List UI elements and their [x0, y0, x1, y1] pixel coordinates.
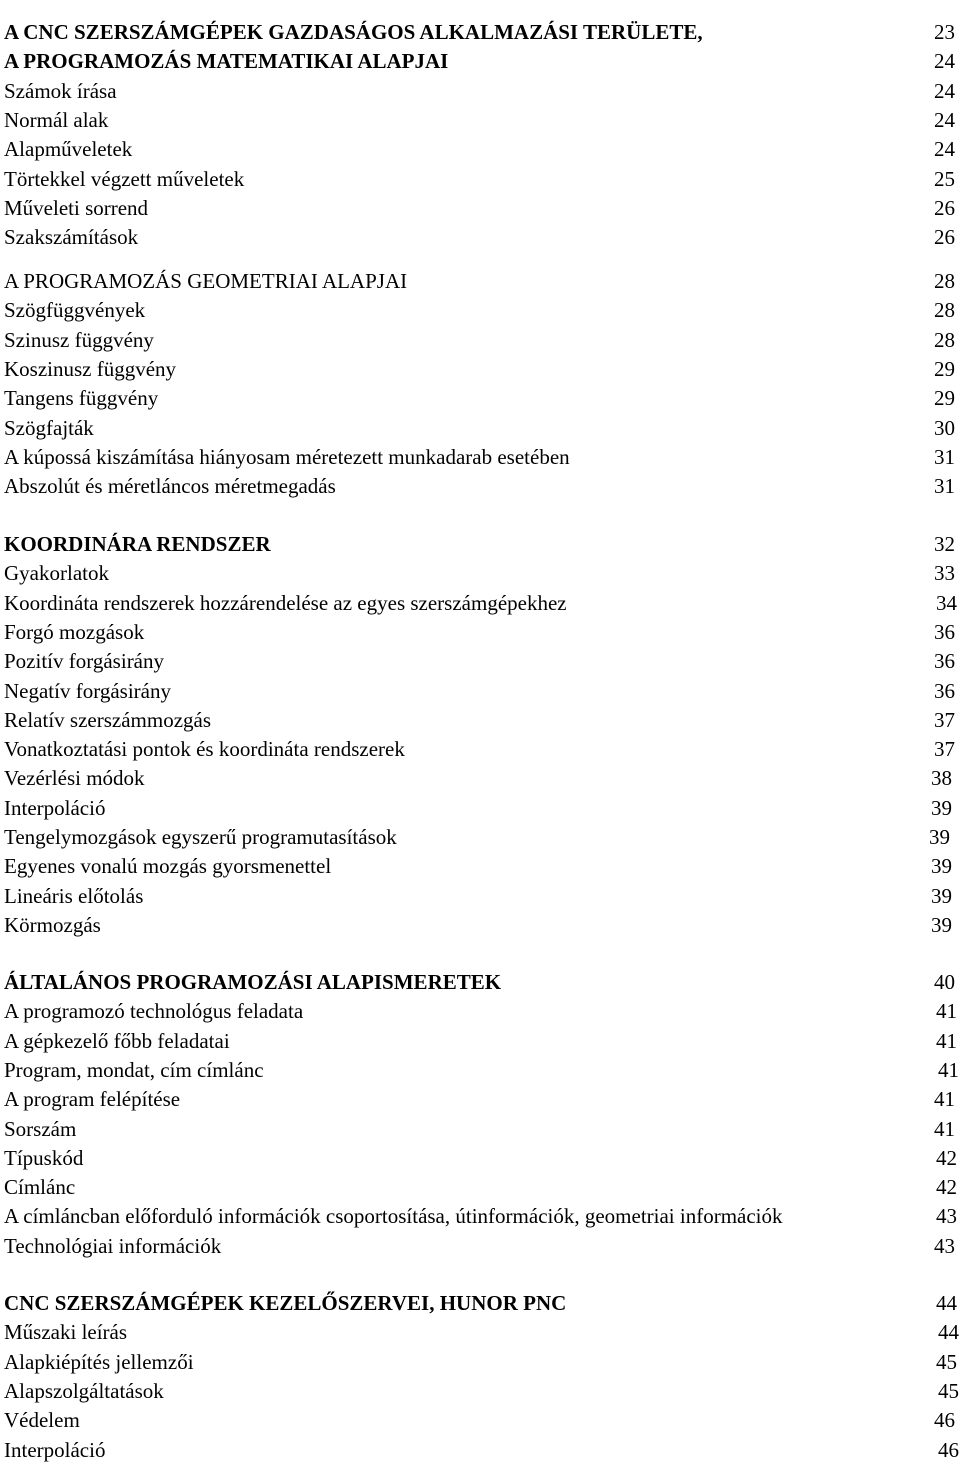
toc-entry-title: Pozitív forgásirány [4, 649, 165, 674]
toc-entry-title: KOORDINÁRA RENDSZER [4, 532, 271, 556]
toc-page-number: 23 [934, 20, 955, 44]
toc-entry [0, 1027, 960, 1056]
toc-entry [0, 997, 960, 1026]
toc-entry [0, 355, 960, 384]
toc-entry-title: Tengelymozgások egyszerű programutasítások [4, 825, 397, 849]
toc-entry [0, 1056, 960, 1085]
toc-page-number: 45 [936, 1349, 957, 1374]
toc-entry [0, 1377, 960, 1406]
toc-page-number: 39 [931, 854, 952, 879]
toc-entry [0, 1202, 960, 1231]
toc-entry [0, 764, 960, 793]
toc-entry-title: A gépkezelő főbb feladatai [4, 1028, 230, 1053]
toc-entry [0, 296, 960, 325]
toc-entry [0, 1085, 960, 1114]
toc-entry [0, 559, 960, 588]
toc-page-number: 41 [938, 1057, 959, 1082]
toc-entry [0, 1173, 960, 1202]
toc-entry-title: A program felépítése [4, 1087, 181, 1112]
toc-entry-title: Alapkiépítés jellemzői [4, 1349, 194, 1374]
toc-page-number: 41 [936, 1028, 957, 1053]
toc-page-number: 26 [934, 225, 955, 250]
toc-heading [0, 47, 960, 76]
toc-entry [0, 882, 960, 911]
toc-entry-title: Szinusz függvény [4, 327, 154, 352]
toc-entry-title: Egyenes vonalú mozgás gyorsmenettel [4, 854, 332, 879]
toc-heading [0, 267, 960, 296]
toc-page-number: 24 [934, 107, 955, 132]
toc-entry-title: Technológiai információk [4, 1233, 222, 1258]
toc-entry-title: Műveleti sorrend [4, 195, 149, 220]
toc-entry-title: Vonatkoztatási pontok és koordináta rendszerek [4, 737, 405, 762]
toc-entry-title: Abszolút és méretláncos méretmegadás [4, 474, 336, 499]
toc-page-number: 41 [936, 999, 957, 1024]
toc-entry-title: Szögfajták [4, 415, 94, 440]
toc-page-number: 24 [934, 49, 955, 74]
toc-entry [0, 647, 960, 676]
toc-entry-title: Vezérlési módok [4, 766, 145, 791]
toc-entry [0, 618, 960, 647]
toc-page-number: 41 [934, 1087, 955, 1112]
toc-entry [0, 326, 960, 355]
toc-page-number: 44 [936, 1291, 957, 1315]
toc-entry [0, 1406, 960, 1435]
toc-entry-title: Alapszolgáltatások [4, 1378, 164, 1403]
toc-entry-title: Normál alak [4, 107, 109, 132]
toc-page-number: 28 [934, 298, 955, 323]
toc-entry-title: A PROGRAMOZÁS MATEMATIKAI ALAPJAI [4, 49, 449, 74]
toc-entry [0, 384, 960, 413]
toc-entry-title: Interpoláció [4, 795, 106, 820]
toc-heading [0, 530, 960, 559]
toc-entry-title: A CNC SZERSZÁMGÉPEK GAZDASÁGOS ALKALMAZÁSI TERÜLETE, [4, 20, 703, 44]
toc-entry [0, 1318, 960, 1347]
toc-entry-title: Negatív forgásirány [4, 678, 171, 703]
toc-entry [0, 852, 960, 881]
toc-entry [0, 1115, 960, 1144]
toc-entry-title: Interpoláció [4, 1437, 106, 1462]
toc-page-number: 26 [934, 195, 955, 220]
toc-page-number: 37 [934, 737, 955, 762]
toc-page-number: 30 [934, 415, 955, 440]
toc-entry [0, 1348, 960, 1377]
toc-entry [0, 223, 960, 252]
toc-page-number: 28 [934, 327, 955, 352]
toc-entry [0, 1436, 960, 1465]
toc-page-number: 24 [934, 78, 955, 103]
toc-entry [0, 1232, 960, 1261]
toc-page-number: 41 [934, 1116, 955, 1141]
toc-page-number: 42 [936, 1145, 957, 1170]
toc-entry-title: ÁLTALÁNOS PROGRAMOZÁSI ALAPISMERETEK [4, 970, 502, 994]
toc-page-number: 24 [934, 137, 955, 162]
toc-entry-title: A kúpossá kiszámítása hiányosam méretezett munkadarab esetében [4, 444, 570, 469]
toc-heading [0, 968, 960, 997]
toc-entry [0, 706, 960, 735]
toc-heading [0, 18, 960, 47]
toc-entry [0, 735, 960, 764]
toc-entry [0, 414, 960, 443]
toc-entry [0, 794, 960, 823]
toc-entry-title: A programozó technológus feladata [4, 999, 304, 1024]
toc-entry-title: Relatív szerszámmozgás [4, 707, 212, 732]
toc-page-number: 39 [931, 795, 952, 820]
toc-page-number: 46 [934, 1408, 955, 1433]
toc-entry [0, 443, 960, 472]
toc-entry-title: Szakszámítások [4, 225, 139, 250]
toc-page-number: 39 [931, 883, 952, 908]
toc-page-number: 39 [931, 912, 952, 937]
toc-heading [0, 1289, 960, 1318]
toc-entry [0, 77, 960, 106]
toc-entry [0, 106, 960, 135]
toc-entry [0, 677, 960, 706]
toc-entry [0, 135, 960, 164]
toc-entry-title: Tangens függvény [4, 386, 159, 411]
toc-entry-title: CNC SZERSZÁMGÉPEK KEZELŐSZERVEI, HUNOR PNC [4, 1291, 567, 1315]
toc-entry-title: Sorszám [4, 1116, 77, 1141]
toc-page-number: 36 [934, 678, 955, 703]
toc-entry [0, 1144, 960, 1173]
toc-page-number: 39 [929, 825, 950, 849]
toc-page-number: 29 [934, 386, 955, 411]
toc-entry [0, 472, 960, 501]
toc-entry-title: Védelem [4, 1408, 80, 1433]
toc-entry-title: Típuskód [4, 1145, 84, 1170]
toc-entry-title: Szögfüggvények [4, 298, 146, 323]
toc-page-number: 34 [936, 590, 957, 615]
toc-entry-title: Műszaki leírás [4, 1320, 128, 1345]
toc-page-number: 25 [934, 166, 955, 191]
toc-entry-title: Törtekkel végzett műveletek [4, 166, 245, 191]
toc-page-number: 33 [934, 561, 955, 586]
toc-entry [0, 823, 960, 852]
toc-page-number: 29 [934, 356, 955, 381]
toc-page-number: 44 [938, 1320, 959, 1345]
toc-page-number: 31 [934, 444, 955, 469]
toc-page-number: 46 [938, 1437, 959, 1462]
toc-page-number: 40 [934, 970, 955, 994]
toc-page-number: 32 [934, 532, 955, 556]
toc-page-number: 37 [934, 707, 955, 732]
toc-entry-title: Gyakorlatok [4, 561, 109, 586]
toc-page-number: 45 [938, 1378, 959, 1403]
toc-entry-title: Program, mondat, cím címlánc [4, 1057, 264, 1082]
toc-entry [0, 165, 960, 194]
toc-entry [0, 589, 960, 618]
toc-page-number: 42 [936, 1175, 957, 1200]
toc-entry-title: Címlánc [4, 1175, 76, 1200]
toc-entry [0, 194, 960, 223]
toc-entry-title: A címláncban előforduló információk csoportosítása, útinformációk, geometriai információk [4, 1204, 783, 1229]
toc-page-number: 43 [936, 1204, 957, 1229]
toc-entry [0, 911, 960, 940]
toc-page-number: 36 [934, 619, 955, 644]
toc-entry-title: Forgó mozgások [4, 619, 145, 644]
toc-entry-title: Koordináta rendszerek hozzárendelése az egyes szerszámgépekhez [4, 590, 567, 615]
toc-entry-title: Koszinusz függvény [4, 356, 177, 381]
toc-entry-title: Számok írása [4, 78, 117, 103]
toc-page-number: 36 [934, 649, 955, 674]
toc-page-number: 38 [931, 766, 952, 791]
toc-page-number: 43 [934, 1233, 955, 1258]
toc-entry-title: Lineáris előtolás [4, 883, 144, 908]
toc-entry-title: Körmozgás [4, 912, 101, 937]
toc-page-number: 31 [934, 474, 955, 499]
toc-page-number: 28 [934, 269, 955, 293]
toc-entry-title: A PROGRAMOZÁS GEOMETRIAI ALAPJAI [4, 269, 408, 293]
toc-entry-title: Alapműveletek [4, 137, 133, 162]
